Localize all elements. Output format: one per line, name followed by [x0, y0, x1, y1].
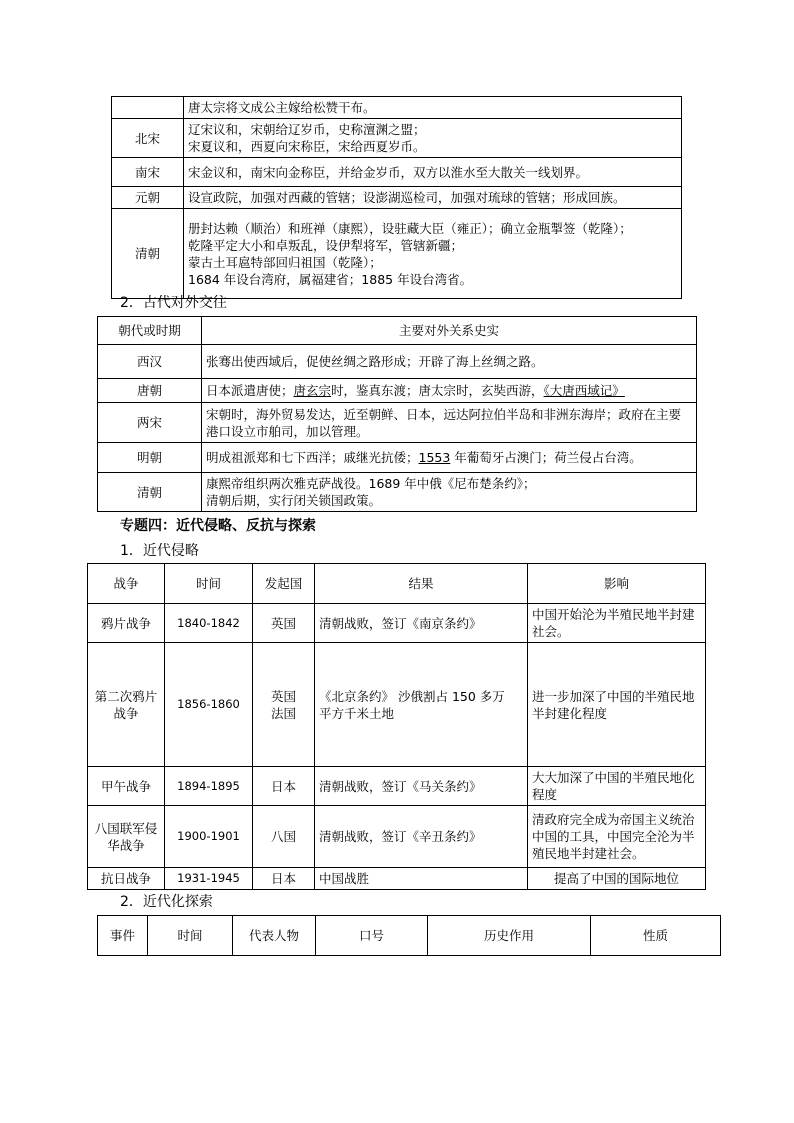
war-cell: 八国联军侵华战争 [88, 806, 165, 868]
time-cell: 1900-1901 [165, 806, 253, 868]
fact-cell: 明成祖派郑和七下西洋；戚继光抗倭；1553 年葡萄牙占澳门；荷兰侵占台湾。 [202, 443, 697, 473]
period-cell: 两宋 [98, 403, 202, 443]
table-header-row [88, 564, 706, 604]
column-header: 发起国 [253, 564, 315, 604]
fact-cell: 康熙帝组织两次雅克萨战役。1689 年中俄《尼布楚条约》； 清朝后期，实行闭关锁国政策。 [202, 473, 697, 512]
fact-cell: 日本派遣唐使；唐玄宗时，鉴真东渡；唐太宗时，玄奘西游，《大唐西域记》 [202, 379, 697, 403]
time-cell: 1931-1945 [165, 868, 253, 890]
impact-cell: 中国开始沦为半殖民地半封建社会。 [528, 604, 706, 643]
war-cell: 抗日战争 [88, 868, 165, 890]
impact-cell: 进一步加深了中国的半殖民地半封建化程度 [528, 643, 706, 767]
period-cell: 西汉 [98, 345, 202, 379]
event-cell: 册封达赖（顺治）和班禅（康熙），设驻藏大臣（雍正）；确立金瓶掣签（乾隆）； 乾隆平定大小和卓叛乱，设伊犁将军，管辖新疆； 蒙古土耳扈特部回归祖国（乾隆）； 1684 年设台湾府，属福建省；1885 年设台湾省。 [184, 209, 682, 299]
result-cell: 《北京条约》 沙俄割占 150 多万平方千米土地 [315, 643, 528, 767]
result-cell: 中国战胜 [315, 868, 528, 890]
table-row [98, 403, 697, 443]
table-row [98, 473, 697, 512]
time-cell: 1840-1842 [165, 604, 253, 643]
column-header: 影响 [528, 564, 706, 604]
ethnic-relations-table [111, 96, 682, 299]
period-cell [112, 97, 184, 119]
time-cell: 1856-1860 [165, 643, 253, 767]
table-row [98, 345, 697, 379]
result-cell: 清朝战败，签订《马关条约》 [315, 767, 528, 806]
table-row [112, 158, 682, 187]
table-row [88, 767, 706, 806]
impact-cell: 大大加深了中国的半殖民地化程度 [528, 767, 706, 806]
column-header: 朝代或时期 [98, 317, 202, 345]
table-row [98, 443, 697, 473]
table-row [88, 643, 706, 767]
period-cell: 北宋 [112, 119, 184, 158]
foreign-relations-table [97, 316, 697, 512]
result-cell: 清朝战败，签订《辛丑条约》 [315, 806, 528, 868]
table-row [88, 868, 706, 890]
section-heading-modernization: 2．近代化探索 [120, 894, 213, 910]
event-cell: 宋金议和，南宋向金称臣，并给金岁币，双方以淮水至大散关一线划界。 [184, 158, 682, 187]
column-header: 战争 [88, 564, 165, 604]
period-cell: 明朝 [98, 443, 202, 473]
table-row [88, 604, 706, 643]
country-cell: 日本 [253, 767, 315, 806]
event-cell: 辽宋议和，宋朝给辽岁币，史称澶渊之盟； 宋夏议和，西夏向宋称臣，宋给西夏岁币。 [184, 119, 682, 158]
period-cell: 元朝 [112, 187, 184, 209]
impact-cell: 提高了中国的国际地位 [528, 868, 706, 890]
modernization-table [97, 915, 721, 956]
war-cell: 甲午战争 [88, 767, 165, 806]
table-row [112, 187, 682, 209]
table-header-row [98, 317, 697, 345]
invasions-table [87, 563, 706, 890]
column-header: 口号 [316, 916, 428, 956]
period-cell: 清朝 [112, 209, 184, 299]
impact-cell: 清政府完全成为帝国主义统治中国的工具，中国完全沦为半殖民地半封建社会。 [528, 806, 706, 868]
column-header: 时间 [165, 564, 253, 604]
country-cell: 英国 [253, 604, 315, 643]
topic-heading: 专题四：近代侵略、反抗与探索 [120, 518, 316, 534]
war-cell: 第二次鸦片战争 [88, 643, 165, 767]
table-row [112, 209, 682, 299]
column-header: 性质 [591, 916, 721, 956]
column-header: 历史作用 [428, 916, 591, 956]
fact-cell: 宋朝时，海外贸易发达，近至朝鲜、日本，远达阿拉伯半岛和非洲东海岸；政府在主要港口设立市舶司，加以管理。 [202, 403, 697, 443]
event-cell: 唐太宗将文成公主嫁给松赞干布。 [184, 97, 682, 119]
column-header: 主要对外关系史实 [202, 317, 697, 345]
period-cell: 南宋 [112, 158, 184, 187]
event-cell: 设宣政院，加强对西藏的管辖；设澎湖巡检司，加强对琉球的管辖；形成回族。 [184, 187, 682, 209]
column-header: 结果 [315, 564, 528, 604]
time-cell: 1894-1895 [165, 767, 253, 806]
fact-cell: 张骞出使西域后，促使丝绸之路形成；开辟了海上丝绸之路。 [202, 345, 697, 379]
country-cell: 八国 [253, 806, 315, 868]
war-cell: 鸦片战争 [88, 604, 165, 643]
section-heading-invasions: 1．近代侵略 [120, 543, 199, 559]
column-header: 时间 [148, 916, 233, 956]
table-row [88, 806, 706, 868]
country-cell: 英国 法国 [253, 643, 315, 767]
result-cell: 清朝战败，签订《南京条约》 [315, 604, 528, 643]
country-cell: 日本 [253, 868, 315, 890]
period-cell: 唐朝 [98, 379, 202, 403]
table-row [112, 97, 682, 119]
column-header: 事件 [98, 916, 148, 956]
section-heading-foreign-relations: 2．古代对外交往 [120, 295, 227, 311]
table-row [98, 379, 697, 403]
table-header-row [98, 916, 721, 956]
table-row [112, 119, 682, 158]
period-cell: 清朝 [98, 473, 202, 512]
column-header: 代表人物 [233, 916, 316, 956]
